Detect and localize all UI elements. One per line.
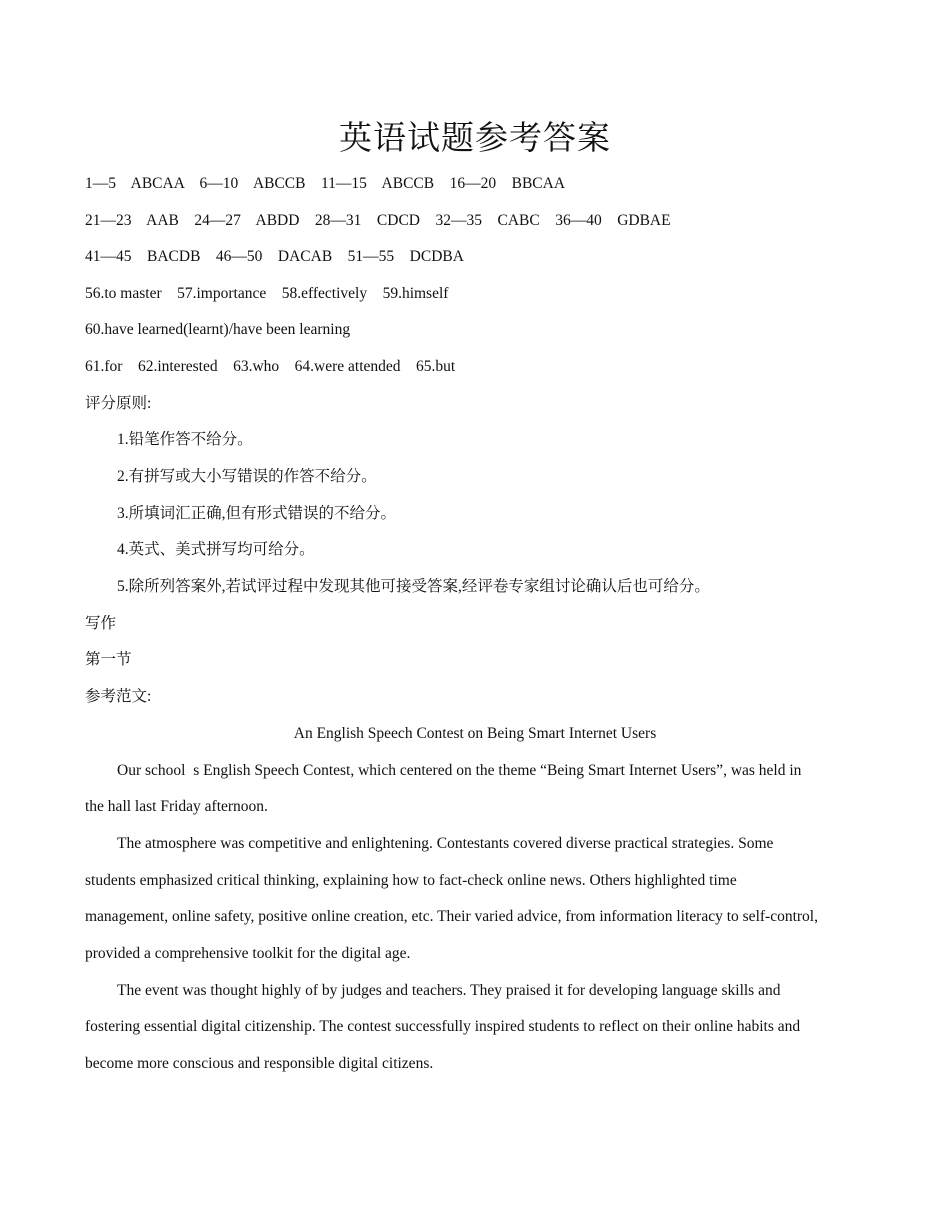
essay-line: the hall last Friday afternoon. (85, 798, 268, 815)
scoring-rule: 4.英式、美式拼写均可给分。 (117, 541, 315, 558)
scoring-rule: 1.铅笔作答不给分。 (117, 431, 253, 448)
page-title: 英语试题参考答案 (339, 121, 611, 157)
answer-line-41-55: 41—45 BACDB 46—50 DACAB 51—55 DCDBA (85, 248, 464, 265)
sample-label: 参考范文: (85, 688, 152, 705)
writing-heading: 写作 (85, 615, 117, 632)
section-heading: 第一节 (85, 651, 132, 668)
essay-line: Our school s English Speech Contest, which centered on the theme “Being Smart Internet Users”, was held in (117, 762, 802, 779)
answer-line-60: 60.have learned(learnt)/have been learning (85, 321, 351, 338)
essay-line: provided a comprehensive toolkit for the digital age. (85, 945, 411, 962)
answer-line-21-40: 21—23 AAB 24—27 ABDD 28—31 CDCD 32—35 CABC 36—40 GDBAE (85, 212, 671, 229)
essay-title: An English Speech Contest on Being Smart Internet Users (293, 725, 657, 742)
scoring-heading: 评分原则: (85, 395, 152, 412)
essay-line: fostering essential digital citizenship. The contest successfully inspired students to reflect on their online habits and (85, 1018, 801, 1035)
essay-line: become more conscious and responsible digital citizens. (85, 1055, 434, 1072)
answer-line-61-65: 61.for 62.interested 63.who 64.were attended 65.but (85, 358, 456, 375)
answer-line-56-59: 56.to master 57.importance 58.effectively 59.himself (85, 285, 449, 302)
answer-line-1-20: 1—5 ABCAA 6—10 ABCCB 11—15 ABCCB 16—20 BBCAA (85, 175, 566, 192)
scoring-rule: 5.除所列答案外,若试评过程中发现其他可接受答案,经评卷专家组讨论确认后也可给分。 (117, 578, 710, 595)
essay-line: The event was thought highly of by judges and teachers. They praised it for developing language skills and (117, 982, 781, 999)
essay-line: The atmosphere was competitive and enlightening. Contestants covered diverse practical strategies. Some (117, 835, 774, 852)
essay-line: management, online safety, positive online creation, etc. Their varied advice, from information literacy to self-control, (85, 908, 818, 925)
scoring-rule: 2.有拼写或大小写错误的作答不给分。 (117, 468, 377, 485)
essay-line: students emphasized critical thinking, explaining how to fact-check online news. Others highlighted time (85, 872, 737, 889)
scoring-rule: 3.所填词汇正确,但有形式错误的不给分。 (117, 505, 397, 522)
